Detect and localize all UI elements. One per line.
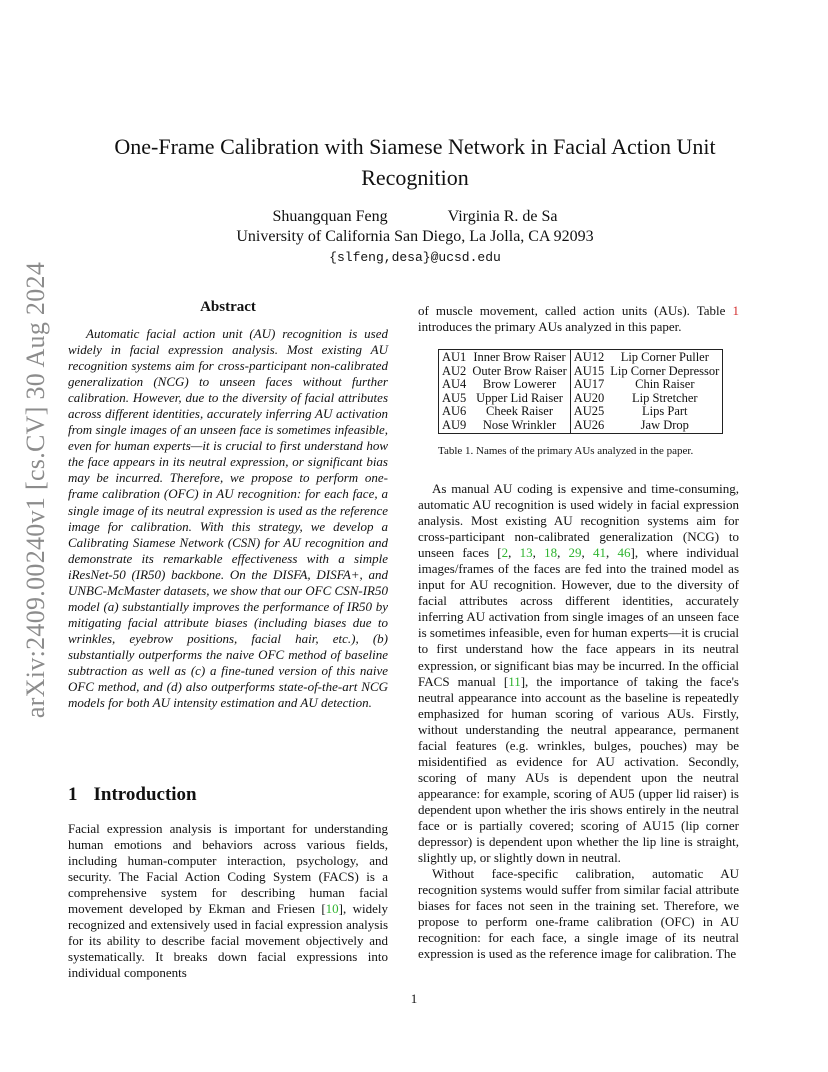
au-name-cell: Nose Wrinkler xyxy=(469,419,570,434)
au-name-cell: Cheek Raiser xyxy=(469,405,570,419)
citation-link[interactable]: 46 xyxy=(617,545,631,561)
abstract-body xyxy=(68,326,388,711)
au-code-cell: AU12 xyxy=(570,350,607,365)
au-code-cell: AU6 xyxy=(439,405,470,419)
au-code-cell: AU1 xyxy=(439,350,470,365)
paper-title: One-Frame Calibration with Siamese Network in Facial Action Unit Recognition xyxy=(114,134,716,190)
text-run: ], the importance of taking the face's neutral appearance into account as the baseline is repeatedly emphasized for human scoring of various AUs. Firstly, without understanding the neutral appearance, permanent facial features (e.g. wrinkles, bulges, pouches) may be misidentified as evidence for AU activation. Secondly, scoring of many AUs is dependent upon the neutral appearance: for example, scoring of AU5 (upper lid raiser) is dependent upon whether the iris shows entirely in the neutral face or is partially covered; scoring of AU15 (lip corner depressor) is dependent upon whether the lip line is straight, slightly up, or slightly down in neutral. xyxy=(418,673,739,866)
citation-link[interactable]: 11 xyxy=(508,673,521,689)
au-code-cell: AU9 xyxy=(439,419,470,434)
au-name-cell: Lips Part xyxy=(607,405,723,419)
table-row xyxy=(439,392,723,406)
table-row xyxy=(439,378,723,392)
right-column-body xyxy=(418,481,739,962)
au-name-cell: Brow Lowerer xyxy=(469,378,570,392)
au-name-cell: Upper Lid Raiser xyxy=(469,392,570,406)
au-name-cell: Lip Corner Puller xyxy=(607,350,723,365)
introduction-body xyxy=(68,821,388,981)
au-code-cell: AU2 xyxy=(439,365,470,379)
au-name-cell: Lip Stretcher xyxy=(607,392,723,406)
au-code-cell: AU25 xyxy=(573,404,605,418)
citation-link[interactable]: 41 xyxy=(593,545,607,561)
author-name: Virginia R. de Sa xyxy=(447,208,558,225)
table-row xyxy=(439,365,723,379)
abstract-paragraph: Automatic facial action unit (AU) recognition is used widely in facial expression analysis. Most existing AU recognition systems aim for cross-participant non-calibrated generalization (NCG) to unseen faces without further calibration. However, due to the diversity of facial attributes across different identities, accurately inferring AU activation from single images of an unseen face is sometimes infeasible, even for human experts—it is crucial to first understand how the face appears in its neutral expression, or significant bias may be incurred. Therefore, we propose to perform one-frame calibration (OFC) in AU recognition: for each face, a single image of its neutral expression is used as the reference image for calibration. With this strategy, we develop a Calibrating Siamese Network (CSN) for AU recognition and demonstrate its remarkable effectiveness with a simple iResNet-50 (IR50) backbone. On the DISFA, DISFA+, and UNBC-McMaster datasets, we show that our OFC CSN-IR50 model (a) substantially improves the performance of IR50 by mitigating facial attribute biases (including biases due to wrinkles, eyebrow positions, facial hair, etc.), (b) substantially outperforms the naive OFC method of baseline subtraction as well as (c) a fine-tuned version of this naive OFC method, and (d) also outperforms state-of-the-art NCG models for both AU intensity estimation and AU detection. xyxy=(68,326,388,711)
table-row xyxy=(439,405,723,419)
au-code-cell: AU26 xyxy=(570,419,607,434)
au-code-cell: AU4 xyxy=(439,378,470,392)
abstract-heading: Abstract xyxy=(200,299,256,315)
au-name-cell: Lip Corner Depressor xyxy=(607,365,723,379)
citation-link[interactable]: 13 xyxy=(519,545,533,561)
text-run: Facial expression analysis is important for understanding human emotions and behaviors across various fields, including human-computer interaction, psychology, and security. The Facial Action Coding System (FACS) is a comprehensive system for describing human facial movement developed by Ekman and Friesen [ xyxy=(68,821,388,917)
citation-link[interactable]: 18 xyxy=(544,545,558,561)
body-paragraph: As manual AU coding is expensive and time-consuming, automatic AU recognition is used widely in facial expression analysis. Most existing AU recognition systems aim for cross-participant non-calibrated generalization (NCG) to unseen faces [2, 13, 18, 29, 41, 46], where individual images/frames of the faces are fed into the trained model as input for AU recognition. However, due to the diversity of facial attributes across different identities, accurately inferring AU activation from single images of an unseen face is sometimes infeasible, even for human experts—it is crucial to first understand how the face appears in its neutral expression, or significant bias may be incurred. In the official FACS manual [11], the importance of taking the face's neutral appearance into account as the baseline is repeatedly emphasized for human scoring of various AUs. Firstly, without understanding the neutral appearance, permanent facial features (e.g. wrinkles, bulges, pouches) may be misidentified as evidence for AU activation. Secondly, scoring of many AUs is dependent upon the neutral appearance: for example, scoring of AU5 (upper lid raiser) is dependent upon whether the iris shows entirely in the neutral face or is partially covered; scoring of AU15 (lip corner depressor) is dependent upon whether the lip line is straight, slightly up, or slightly down in neutral. xyxy=(418,481,740,866)
table-row xyxy=(439,419,723,434)
intro-continuation xyxy=(418,303,739,335)
author-name: Shuangquan Feng xyxy=(272,208,388,225)
table-ref-link[interactable]: 1 xyxy=(732,303,739,318)
citation-link[interactable]: 10 xyxy=(325,901,339,917)
au-name-cell: Outer Brow Raiser xyxy=(469,365,570,379)
author-email: {slfeng,desa}@ucsd.edu xyxy=(329,250,501,265)
au-code-cell: AU17 xyxy=(573,377,605,391)
arxiv-identifier-text: arXiv:2409.00240v1 [cs.CV] 30 Aug 2024 xyxy=(21,261,51,719)
text-run: ], widely recognized and extensively used in facial expression analysis for its ability to describe facial movement objectively and systematically. It breaks down facial expressions into individual components xyxy=(68,901,388,981)
table-row xyxy=(439,350,723,365)
author-names xyxy=(70,207,760,227)
table-caption: Table 1. Names of the primary AUs analyzed in the paper. xyxy=(438,445,694,457)
intro-paragraph xyxy=(68,821,388,981)
body-paragraph: Without face-specific calibration, automatic AU recognition systems would suffer from similar facial attribute biases for faces not seen in the training set. Therefore, we propose to perform one-frame calibration (OFC) in AU recognition: for each face, a single image of its neutral expression is used as the reference image for calibration. The xyxy=(418,866,739,962)
au-name-cell: Jaw Drop xyxy=(607,419,723,434)
au-names-table xyxy=(438,349,723,434)
text-run: introduces the primary AUs analyzed in this paper. xyxy=(418,319,682,335)
citation-link[interactable]: 29 xyxy=(568,545,582,561)
au-code-cell: AU5 xyxy=(439,392,470,406)
text-run: of muscle movement, called action units (AUs). Table xyxy=(418,303,733,318)
au-name-cell: Inner Brow Raiser xyxy=(469,350,570,365)
affiliation: University of California San Diego, La Jolla, CA 92093 xyxy=(236,228,594,245)
text-run: As manual AU coding is expensive and time-consuming, automatic AU recognition is used widely in facial expression analysis. Most existing AU recognition systems aim for cross-participant non-calibrated generalization (NCG) to unseen faces [ xyxy=(418,481,739,561)
au-code-cell: AU20 xyxy=(573,390,605,405)
au-name-cell: Chin Raiser xyxy=(607,378,723,392)
au-code-cell: AU15 xyxy=(573,363,605,378)
citation-link[interactable]: 2 xyxy=(501,545,509,561)
page-number: 1 xyxy=(410,991,418,1006)
section-number: 1 xyxy=(68,784,78,805)
text-run: ], where individual images/frames of the faces are fed into the trained model as input for AU recognition. However, due to the diversity of facial attributes across different identities, accurately inferring AU activation from single images of an unseen face is sometimes infeasible, even for human experts—it is crucial to first understand how the face appears in its neutral expression, or significant bias may be incurred. In the official FACS manual [ xyxy=(418,545,740,689)
section-title: Introduction xyxy=(93,784,197,805)
arxiv-identifier xyxy=(14,261,58,719)
intro-paragraph-continued xyxy=(418,303,739,335)
author-block xyxy=(70,207,760,269)
section-heading-introduction xyxy=(68,784,197,806)
